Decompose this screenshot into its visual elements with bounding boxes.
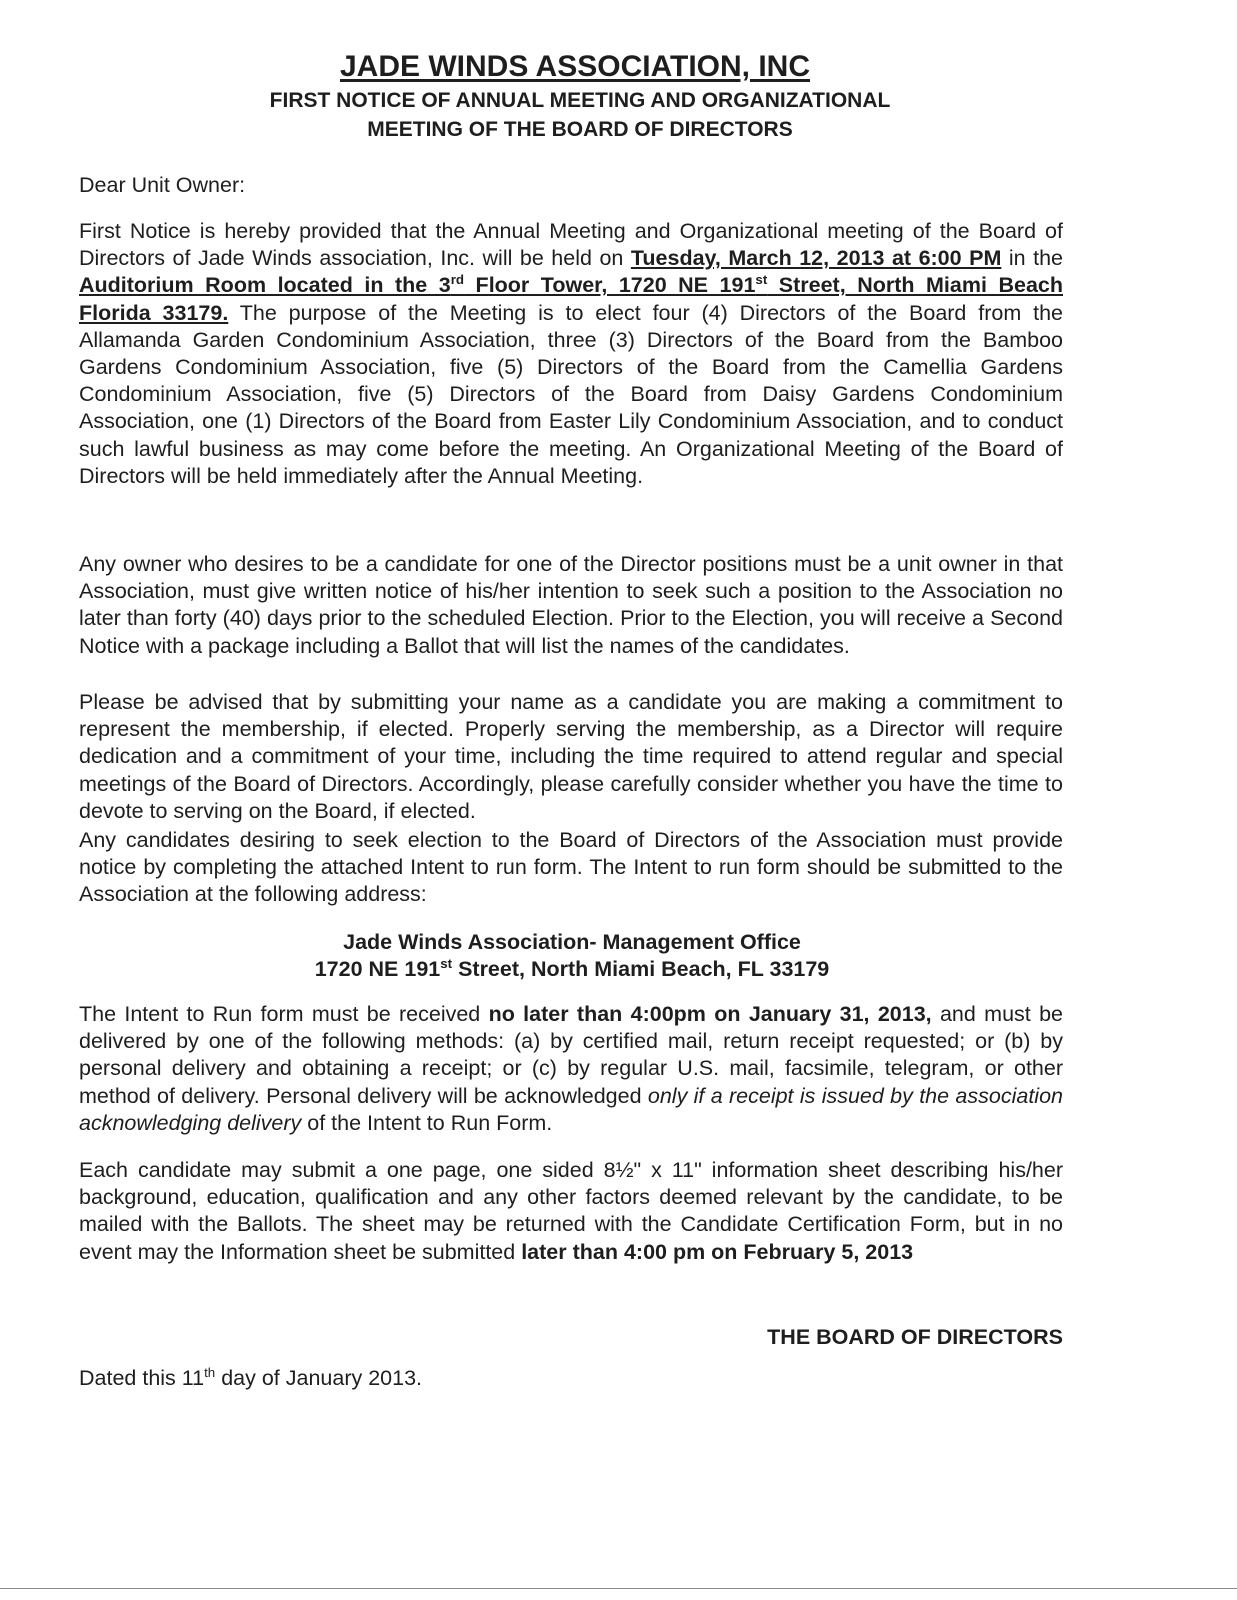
page-bottom-rule (0, 1588, 1237, 1589)
location-part1: Auditorium Room located in the 3 (79, 273, 451, 298)
delivery-methods-paragraph (79, 1001, 1063, 1137)
location-part2: Floor Tower, 1720 NE 191 (464, 273, 756, 298)
candidate-eligibility-paragraph: Any owner who desires to be a candidate for one of the Director positions must be a unit owner in that Association, must give written notice of his/her intention to seek such a position to the Association no later than forty (40) days prior to the scheduled Election. Prior to the Election, you will receive a Second Notice with a package including a Ballot that will list the names of the candidates. (79, 552, 1063, 658)
intent-deadline: no later than 4:00pm on January 31, 2013, (488, 1002, 932, 1026)
meeting-date-time: Tuesday, March 12, 2013 at 6:00 PM (630, 246, 1002, 271)
dated-part2: day of January 2013. (215, 1366, 423, 1390)
location-ordinal-st: st (755, 272, 768, 288)
dated-line (79, 1366, 422, 1391)
dated-part1: Dated this 11 (79, 1366, 205, 1390)
office-address-ordinal: st (440, 955, 453, 971)
notice-subtitle-line2: MEETING OF THE BOARD OF DIRECTORS (367, 118, 793, 141)
board-signature: THE BOARD OF DIRECTORS (767, 1325, 1063, 1349)
notice-subtitle-line1: FIRST NOTICE OF ANNUAL MEETING AND ORGANIZATIONAL (269, 89, 891, 112)
salutation: Dear Unit Owner: (79, 173, 246, 197)
meeting-notice-paragraph (79, 218, 1063, 490)
information-sheet-paragraph (79, 1157, 1063, 1266)
office-address (80, 957, 1064, 982)
in-the-text: in the (1001, 246, 1063, 271)
delivery-closing: of the Intent to Run Form. (301, 1110, 553, 1135)
location-ordinal-rd: rd (450, 272, 465, 288)
organization-title: JADE WINDS ASSOCIATION, INC (339, 50, 811, 83)
meeting-intro-text: First Notice is hereby provided that the Annual Meeting and Organizational meeting of the Board of Directors of Jade Winds association, Inc. will be held on (79, 219, 1063, 271)
dated-ordinal: th (204, 1364, 216, 1380)
commitment-paragraph: Please be advised that by submitting your name as a candidate you are making a commitment to represent the membership, if elected. Properly serving the membership, as a Director will require dedication and a commitment of your time, including the time required to attend regular and special meetings of the Board of Directors. Accordingly, please carefully consider whether you have the time to devote to serving on the Board, if elected. (79, 690, 1063, 823)
information-sheet-deadline: later than 4:00 pm on February 5, 2013 (521, 1239, 914, 1264)
office-name: Jade Winds Association- Management Office (343, 930, 801, 954)
delivery-methods-text: and must be delivered by one of the following methods: (a) by certified mail, return receipt requested; or (b) by personal delivery and obtaining a receipt; or (c) by regular U.S. mail, facsimile, telegram, or other method of delivery. Personal delivery will be acknowledged (79, 1002, 1063, 1108)
information-sheet-text: Each candidate may submit a one page, one sided 8½" x 11" information sheet describing his/her background, education, qualification and any other factors deemed relevant by the candidate, to be mailed with the Ballots. The sheet may be returned with the Candidate Certification Form, but in no event may the Information sheet be submitted (79, 1158, 1063, 1264)
office-address-part2: Street, North Miami Beach, FL 33179 (452, 957, 830, 981)
delivery-intro: The Intent to Run form must be received (79, 1002, 489, 1026)
meeting-purpose-text: The purpose of the Meeting is to elect four (4) Directors of the Board from the Allamanda Garden Condominium Association, three (3) Directors of the Board from the Bamboo Gardens Condominium Association, five (5) Directors of the Board from the Camellia Gardens Condominium Association, five (5) Directors of the Board from Daisy Gardens Condominium Association, one (1) Directors of the Board from Easter Lily Condominium Association, and to conduct such lawful business as may come before the meeting. An Organizational Meeting of the Board of Directors will be held immediately after the Annual Meeting. (79, 300, 1063, 488)
intent-to-run-paragraph: Any candidates desiring to seek election to the Board of Directors of the Association must provide notice by completing the attached Intent to run form. The Intent to run form should be submitted to the Association at the following address: (79, 828, 1063, 907)
location-part3: Street, North Miami Beach Florida 33179. (79, 273, 1063, 325)
office-address-part1: 1720 NE 191 (314, 957, 441, 981)
receipt-condition: only if a receipt is issued by the association acknowledging delivery (79, 1083, 1063, 1135)
